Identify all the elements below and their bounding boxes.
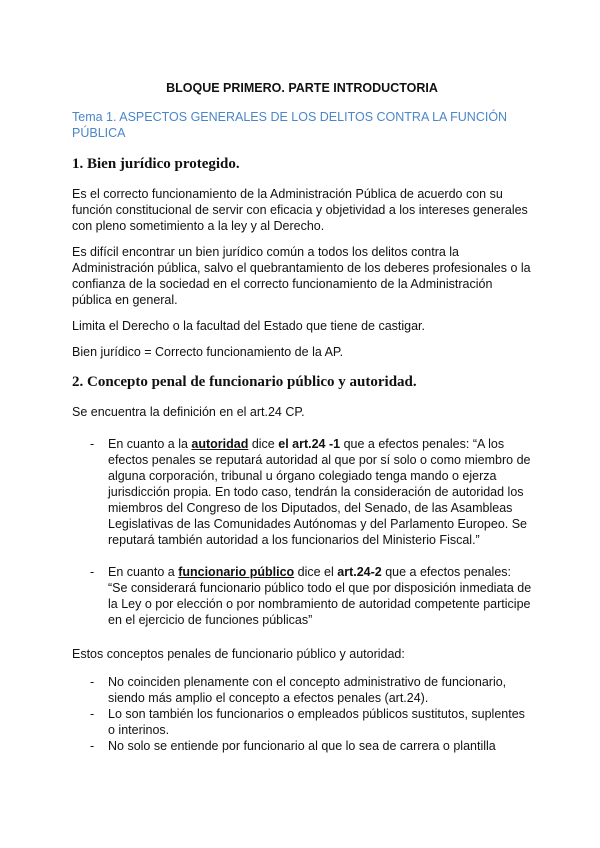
paragraph-5: Se encuentra la definición en el art.24 CP.	[72, 405, 305, 419]
topic-heading: Tema 1. ASPECTOS GENERALES DE LOS DELITOS CONTRA LA FUNCIÓN PÚBLICA	[72, 110, 508, 140]
text: que a efectos penales: “A los efectos penales se reputará autoridad al que por sí solo o como miembro de alguna corporación, tribunal u órgano colegiado tenga mando o ejerza jurisdicción propia. En todo caso, tendrán la consideración de autoridad los miembros del Congreso de los Diputados, del Senado, de las Asambleas Legislativas de las Comunidades Autónomas y del Parlamento Europeo. Se reputará también autoridad a los funcionarios del Ministerio Fiscal.”	[108, 437, 531, 547]
document-title: BLOQUE PRIMERO. PARTE INTRODUCTORIA	[166, 81, 438, 95]
text: En cuanto a la	[108, 437, 192, 451]
article-ref: el art.24 -1	[278, 437, 341, 451]
text: dice	[248, 437, 279, 451]
concepts-list	[72, 674, 532, 754]
dash-bullet: -	[90, 437, 95, 451]
dash-bullet: -	[90, 707, 95, 721]
text: que a efectos penales: “Se considerará funcionario público todo el que por disposición inmediata de la Ley o por elección o por nombramiento de autoridad competente participe en el ejercicio de funciones públicas”	[108, 565, 532, 627]
list-item	[72, 674, 532, 706]
paragraph-3: Limita el Derecho o la facultad del Estado que tiene de castigar.	[72, 319, 425, 333]
dash-bullet: -	[90, 675, 95, 689]
section-1-heading: 1. Bien jurídico protegido.	[72, 156, 240, 172]
keyword-funcionario: funcionario público	[178, 565, 295, 579]
list-spacer	[72, 548, 532, 564]
paragraph-4: Bien jurídico = Correcto funcionamiento de la AP.	[72, 345, 344, 359]
list-item	[72, 738, 532, 754]
dash-bullet: -	[90, 565, 95, 579]
list-item-funcionario	[72, 564, 532, 628]
text: No solo se entiende por funcionario al que lo sea de carrera o plantilla	[108, 739, 496, 753]
article-ref: art.24-2	[337, 565, 382, 579]
dash-bullet: -	[90, 739, 95, 753]
keyword-autoridad: autoridad	[191, 437, 249, 451]
definitions-list	[72, 436, 532, 628]
document-content	[72, 80, 532, 754]
paragraph-2: Es difícil encontrar un bien jurídico común a todos los delitos contra la Administración pública, salvo el quebrantamiento de los deberes profesionales o la confianza de la sociedad en el correcto funcionamiento de la Administración pública en general.	[72, 245, 531, 307]
paragraph-1: Es el correcto funcionamiento de la Administración Pública de acuerdo con su función constitucional de servir con eficacia y objetividad a los intereses generales con pleno sometimiento a la ley y al Derecho.	[72, 187, 528, 233]
section-2-heading: 2. Concepto penal de funcionario público y autoridad.	[72, 374, 417, 390]
paragraph-6: Estos conceptos penales de funcionario público y autoridad:	[72, 647, 405, 661]
text: En cuanto a	[108, 565, 179, 579]
text: dice el	[294, 565, 338, 579]
list-item-autoridad	[72, 436, 532, 548]
text: Lo son también los funcionarios o empleados públicos sustitutos, suplentes o interinos.	[108, 707, 525, 737]
text: No coinciden plenamente con el concepto administrativo de funcionario, siendo más amplio el concepto a efectos penales (art.24).	[108, 675, 507, 705]
list-item	[72, 706, 532, 738]
